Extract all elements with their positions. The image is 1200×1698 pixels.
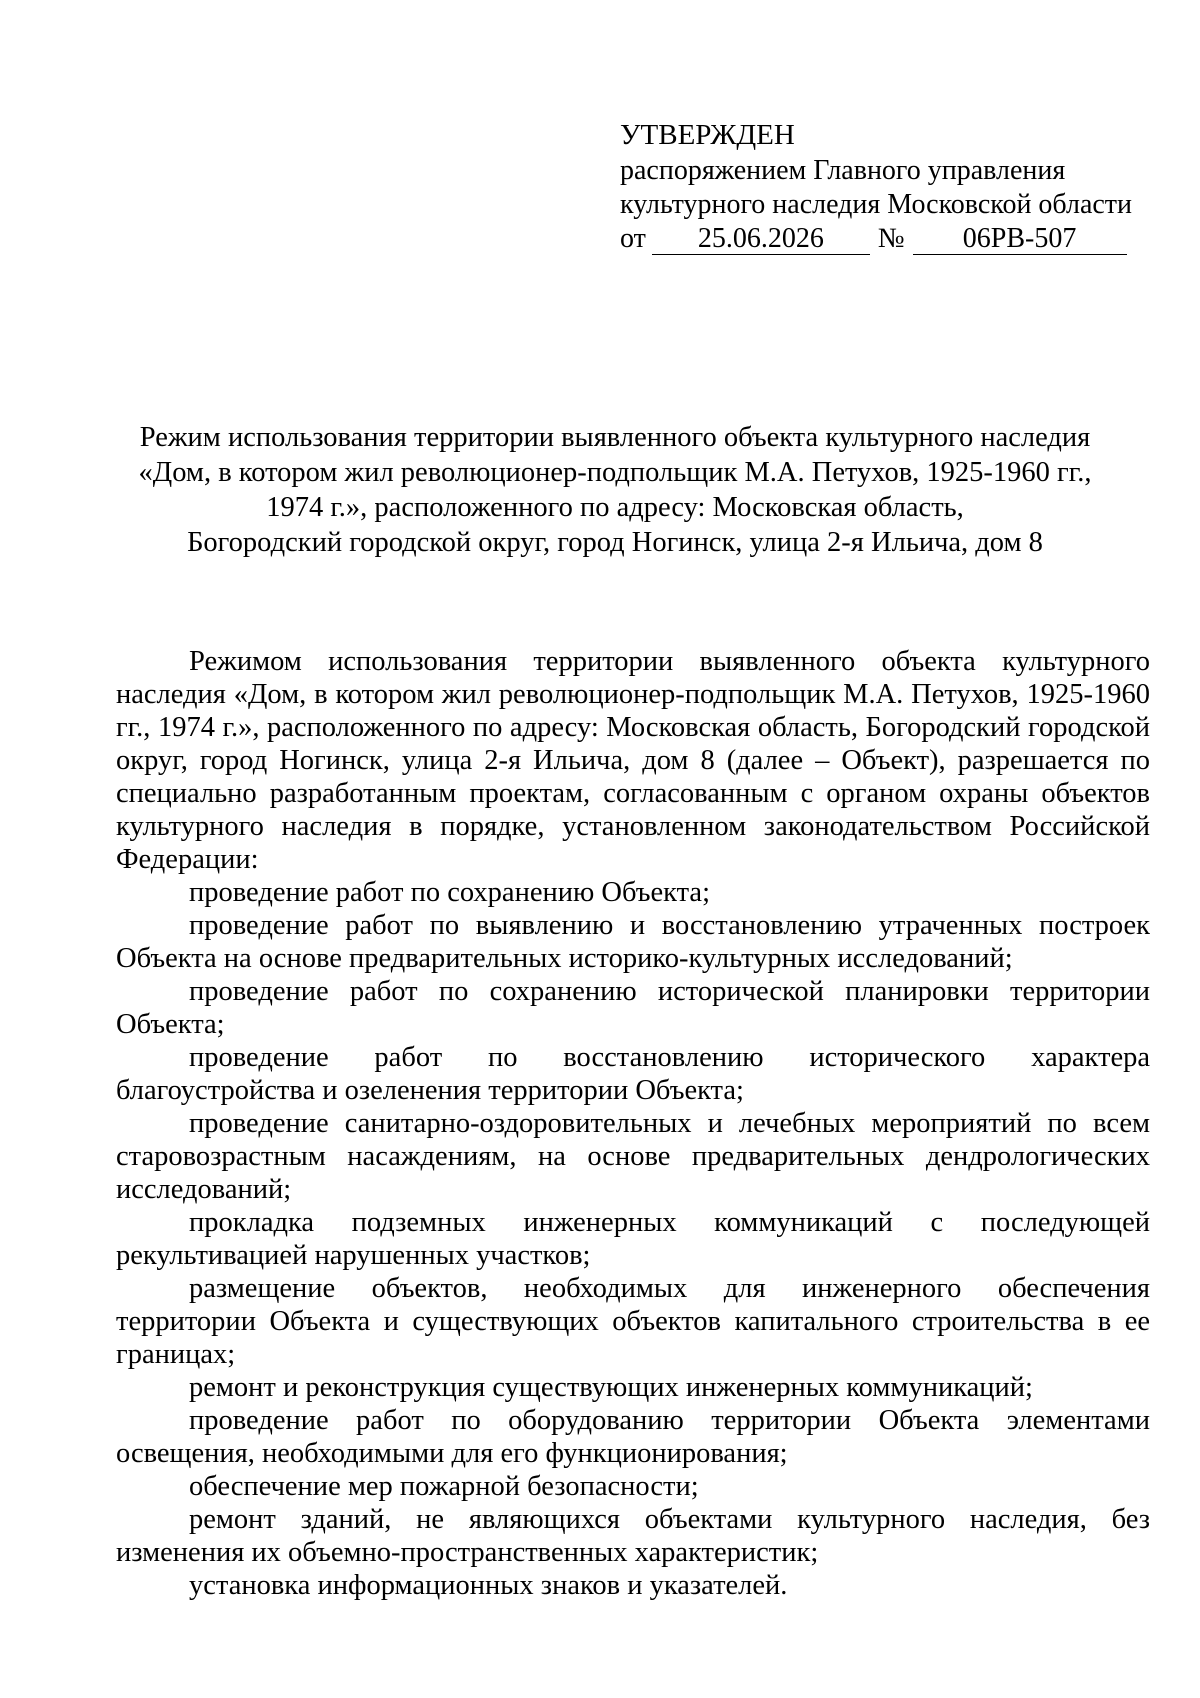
list-item: размещение объектов, необходимых для инженерного обеспечения территории Объекта и существующих объектов капитального строительства в ее границах; <box>116 1273 1150 1370</box>
approval-heading: УТВЕРЖДЕН <box>620 119 795 151</box>
approval-number-sign: № <box>877 223 905 254</box>
list-item: проведение работ по выявлению и восстановлению утраченных построек Объекта на основе предварительных историко-культурных исследований; <box>116 910 1150 974</box>
list-item: прокладка подземных инженерных коммуникаций с последующей рекультивацией нарушенных участков; <box>116 1207 1150 1271</box>
approval-date-row <box>620 222 1140 256</box>
title-line-3: 1974 г.», расположенного по адресу: Московская область, <box>266 492 964 523</box>
list-item: ремонт зданий, не являющихся объектами культурного наследия, без изменения их объемно-пространственных характеристик; <box>116 1504 1150 1568</box>
intro-paragraph: Режимом использования территории выявленного объекта культурного наследия «Дом, в котором жил революционер-подпольщик М.А. Петухов, 1925-1960 гг., 1974 г.», расположенного по адресу: Московская область, Богородский городской округ, город Ногинск, улица 2-я Ильича, дом 8 (далее – Объект), разрешается по специально разработанным проектам, согласованным с органом охраны объектов культурного наследия в порядке, установленном законодательством Российской Федерации: <box>116 646 1150 875</box>
list-item: проведение санитарно-оздоровительных и лечебных мероприятий по всем старовозрастным насаждениям, на основе предварительных дендрологических исследований; <box>116 1108 1150 1205</box>
list-item: проведение работ по сохранению исторической планировки территории Объекта; <box>116 976 1150 1040</box>
title-line-4: Богородский городской округ, город Ногинск, улица 2-я Ильича, дом 8 <box>187 527 1043 558</box>
list-item: проведение работ по оборудованию территории Объекта элементами освещения, необходимыми для его функционирования; <box>116 1405 1150 1469</box>
list-item: обеспечение мер пожарной безопасности; <box>189 1471 699 1502</box>
title-line-2: «Дом, в котором жил революционер-подпольщик М.А. Петухов, 1925-1960 гг., <box>138 457 1092 488</box>
title-line-1: Режим использования территории выявленного объекта культурного наследия <box>139 422 1091 453</box>
list-item: ремонт и реконструкция существующих инженерных коммуникаций; <box>189 1372 1033 1403</box>
approval-number: 06РВ-507 <box>913 225 1127 255</box>
list-item: проведение работ по восстановлению исторического характера благоустройства и озеленения территории Объекта; <box>116 1042 1150 1106</box>
list-item: проведение работ по сохранению Объекта; <box>189 877 710 908</box>
approval-date-prefix: от <box>620 223 646 254</box>
approval-line-2: культурного наследия Московской области <box>620 189 1133 220</box>
list-item: установка информационных знаков и указателей. <box>189 1570 788 1601</box>
approval-stamp <box>620 118 1140 256</box>
approval-line-1: распоряжением Главного управления <box>620 155 1066 186</box>
document-body <box>116 645 1150 1602</box>
document-title <box>120 420 1110 560</box>
approval-date: 25.06.2026 <box>652 225 870 255</box>
